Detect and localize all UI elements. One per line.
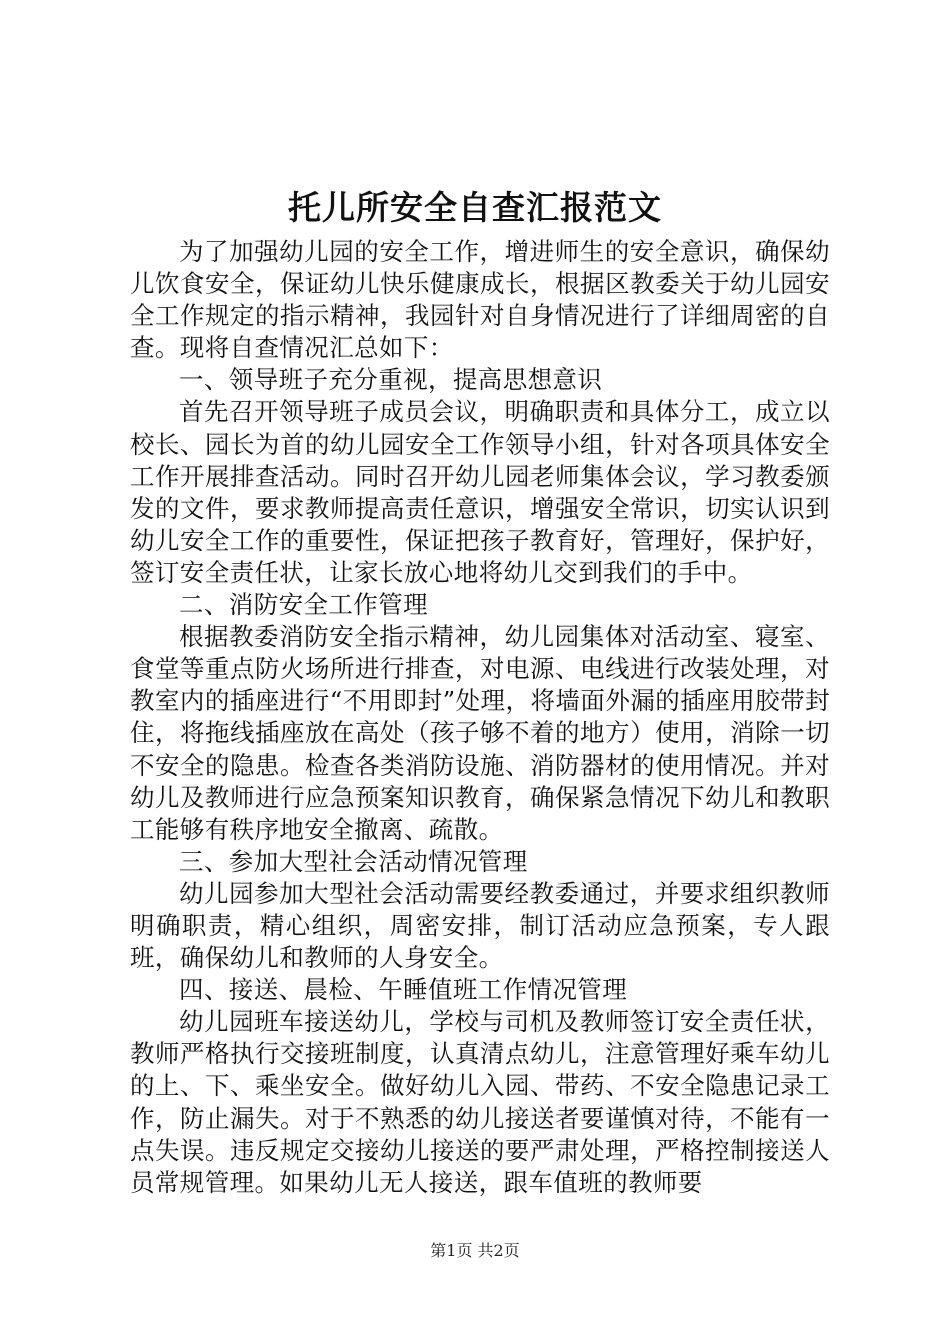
page-number-footer: 第1页 共2页	[430, 1241, 520, 1260]
body-paragraph-leadership: 首先召开领导班子成员会议，明确职责和具体分工，成立以校长、园长为首的幼儿园安全工作领导小组，针对各项具体安全工作开展排查活动。同时召开幼儿园老师集体会议，学习教委颁发的文件，要求教师提高责任意识，增强安全常识，切实认识到幼儿安全工作的重要性，保证把孩子教育好，管理好，保护好，签订安全责任状，让家长放心地将幼儿交到我们的手中。	[130, 397, 830, 587]
intro-paragraph: 为了加强幼儿园的安全工作，增进师生的安全意识，确保幼儿饮食安全，保证幼儿快乐健康成长，根据区教委关于幼儿园安全工作规定的指示精神，我园针对自身情况进行了详细周密的自查。现将自查情况汇总如下：	[130, 237, 830, 363]
section-heading-leadership: 一、领导班子充分重视，提高思想意识	[179, 365, 603, 395]
section-heading-social-activities: 三、参加大型社会活动情况管理	[179, 846, 528, 876]
document-body	[130, 236, 830, 1199]
section-heading-fire-safety: 二、消防安全工作管理	[179, 590, 428, 620]
body-paragraph-fire-safety: 根据教委消防安全指示精神，幼儿园集体对活动室、寝室、食堂等重点防火场所进行排查，对电源、电线进行改装处理，对教室内的插座进行“不用即封”处理，将墙面外漏的插座用胶带封住，将拖线插座放在高处（孩子够不着的地方）使用，消除一切不安全的隐患。检查各类消防设施、消防器材的使用情况。并对幼儿及教师进行应急预案知识教育，确保紧急情况下幼儿和教职工能够有秩序地安全撤离、疏散。	[130, 622, 830, 844]
document-title: 托儿所安全自查汇报范文	[288, 188, 662, 227]
section-heading-pickup-duty: 四、接送、晨检、午睡值班工作情况管理	[179, 975, 628, 1005]
body-paragraph-pickup-duty: 幼儿园班车接送幼儿，学校与司机及教师签订安全责任状，教师严格执行交接班制度，认真清点幼儿，注意管理好乘车幼儿的上、下、乘坐安全。做好幼儿入园、带药、不安全隐患记录工作，防止漏失。对于不熟悉的幼儿接送者要谨慎对待，不能有一点失误。违反规定交接幼儿接送的要严肃处理，严格控制接送人员常规管理。如果幼儿无人接送，跟车值班的教师要	[130, 1007, 830, 1197]
body-paragraph-social-activities: 幼儿园参加大型社会活动需要经教委通过，并要求组织教师明确职责，精心组织，周密安排，制订活动应急预案，专人跟班，确保幼儿和教师的人身安全。	[130, 878, 830, 973]
